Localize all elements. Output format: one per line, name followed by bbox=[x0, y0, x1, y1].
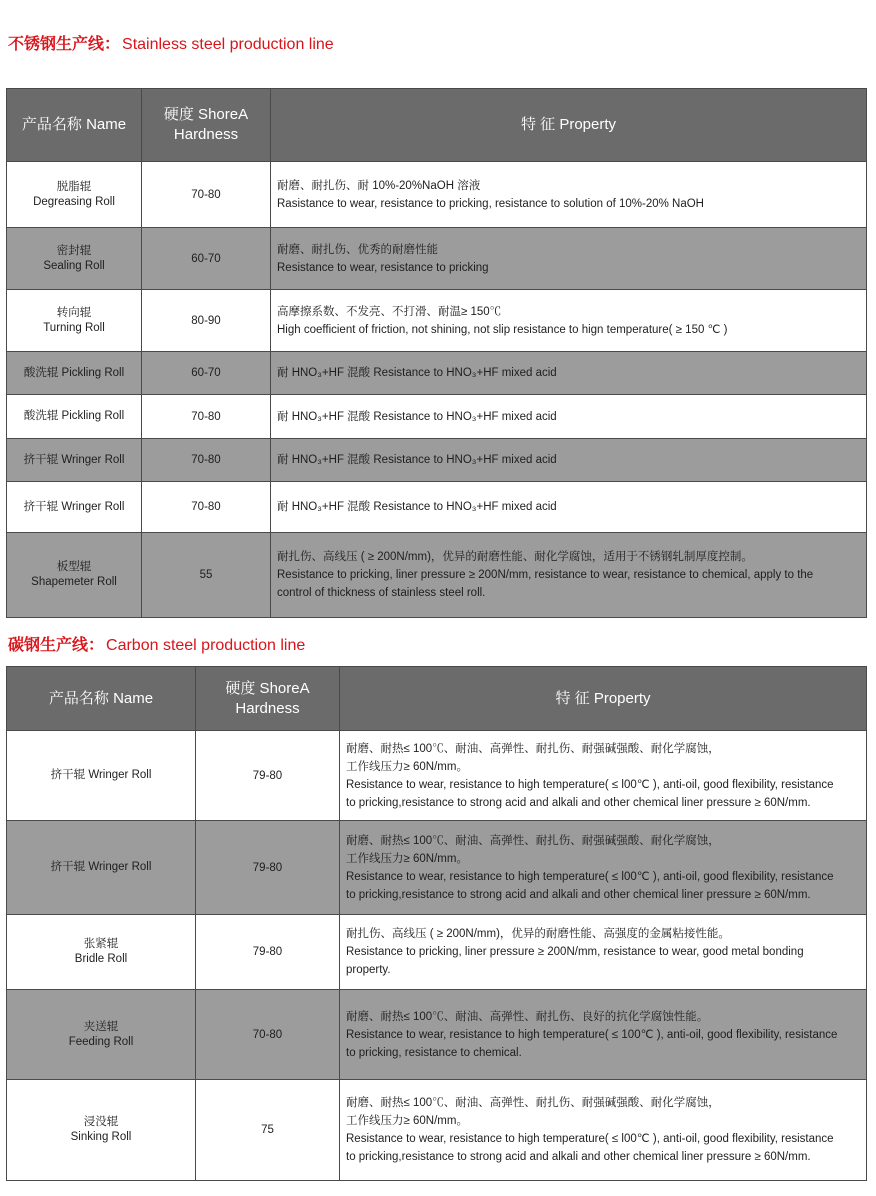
table-row bbox=[7, 1080, 867, 1181]
property-cell: 耐 HNO₃+HF 混酸 Resistance to HNO₃+HF mixed acid bbox=[271, 352, 867, 395]
property-zh: 耐磨、耐扎伤、耐 10%-20%NaOH 溶液 bbox=[277, 179, 481, 192]
table-row bbox=[7, 990, 867, 1080]
product-name-zh: 密封辊 bbox=[56, 244, 92, 257]
hardness-cell: 70-80 bbox=[142, 439, 271, 482]
product-name-cell: 挤干辊 Wringer Roll bbox=[7, 482, 142, 533]
property-line-1: 耐磨、耐热≤ 100℃、耐油、高弹性、耐扎伤、耐强碱强酸、耐化学腐蚀， bbox=[346, 834, 720, 847]
product-name-cell bbox=[7, 1080, 196, 1181]
hardness-cell: 79-80 bbox=[196, 915, 340, 990]
property-zh: 耐磨、耐扎伤、优秀的耐磨性能 bbox=[277, 243, 438, 256]
product-name-en: Sealing Roll bbox=[43, 259, 105, 272]
header-hardness-2: Hardness bbox=[235, 699, 300, 717]
carbon-header-row bbox=[7, 667, 867, 731]
product-name-en: Turning Roll bbox=[43, 321, 105, 334]
product-name-zh: 板型辊 bbox=[56, 561, 92, 573]
property-line-3: to pricking, resistance to chemical. bbox=[346, 1046, 522, 1059]
property-en: High coefficient of friction, not shining, not slip resistance to hign temperature( ≥ 150 ℃ ) bbox=[277, 323, 728, 336]
table-row bbox=[7, 290, 867, 352]
property-line-2: 工作线压力≥ 60N/mm。 bbox=[346, 852, 468, 865]
product-name-cell bbox=[7, 533, 142, 618]
hardness-cell: 55 bbox=[142, 533, 271, 618]
product-name-zh: 张紧辊 bbox=[83, 938, 119, 950]
product-name-zh: 浸没辊 bbox=[83, 1116, 119, 1128]
header-hardness-1: 硬度 ShoreA bbox=[225, 679, 310, 697]
header-name: 产品名称 Name bbox=[7, 667, 196, 731]
property-cell bbox=[340, 990, 867, 1080]
property-line-4: to pricking,resistance to strong acid and alkali and other chemical liner pressure ≥ 60N/mm. bbox=[346, 888, 811, 901]
table-row bbox=[7, 228, 867, 290]
product-name-en: Bridle Roll bbox=[74, 953, 128, 965]
table-row bbox=[7, 731, 867, 821]
header-hardness bbox=[196, 667, 340, 731]
product-name-cell: 挤干辊 Wringer Roll bbox=[7, 731, 196, 821]
hardness-cell: 60-70 bbox=[142, 228, 271, 290]
hardness-cell: 79-80 bbox=[196, 731, 340, 821]
property-line-4: to pricking,resistance to strong acid and alkali and other chemical liner pressure ≥ 60N/mm. bbox=[346, 1151, 811, 1163]
stainless-title-zh: 不锈钢生产线： bbox=[8, 34, 121, 53]
product-name-zh: 夹送辊 bbox=[83, 1020, 119, 1033]
property-cell: 耐 HNO₃+HF 混酸 Resistance to HNO₃+HF mixed acid bbox=[271, 439, 867, 482]
property-zh: 耐扎伤、高线压 ( ≥ 200N/mm)，优异的耐磨性能、耐化学腐蚀，适用于不锈钢轧制厚度控制。 bbox=[277, 551, 753, 563]
stainless-section-title bbox=[8, 34, 334, 55]
property-line-1: 耐磨、耐热≤ 100℃、耐油、高弹性、耐扎伤、耐强碱强酸、耐化学腐蚀， bbox=[346, 1097, 720, 1109]
product-name-en: Degreasing Roll bbox=[33, 195, 115, 208]
property-en: Rasistance to wear, resistance to pricking, resistance to solution of 10%-20% NaOH bbox=[277, 197, 704, 210]
carbon-table bbox=[6, 666, 867, 1181]
hardness-cell: 79-80 bbox=[196, 821, 340, 915]
product-name-cell bbox=[7, 290, 142, 352]
table-row bbox=[7, 915, 867, 990]
hardness-cell: 70-80 bbox=[142, 395, 271, 439]
property-line-3: Resistance to wear, resistance to high temperature( ≤ l00℃ ), anti-oil, good flexibility, resistance bbox=[346, 778, 834, 791]
stainless-title-en: Stainless steel production line bbox=[122, 36, 334, 53]
header-property: 特 征 Property bbox=[271, 89, 867, 162]
property-line-4: to pricking,resistance to strong acid and alkali and other chemical liner pressure ≥ 60N/mm. bbox=[346, 796, 811, 809]
table-row bbox=[7, 533, 867, 618]
property-line-3: property. bbox=[346, 964, 391, 976]
hardness-cell: 75 bbox=[196, 1080, 340, 1181]
product-name-cell: 挤干辊 Wringer Roll bbox=[7, 439, 142, 482]
property-cell bbox=[340, 731, 867, 821]
carbon-title-en: Carbon steel production line bbox=[106, 637, 306, 654]
hardness-cell: 70-80 bbox=[196, 990, 340, 1080]
header-property: 特 征 Property bbox=[340, 667, 867, 731]
product-name-cell bbox=[7, 228, 142, 290]
hardness-cell: 80-90 bbox=[142, 290, 271, 352]
property-en: Resistance to wear, resistance to pricking bbox=[277, 261, 489, 274]
product-name-en: Sinking Roll bbox=[70, 1131, 132, 1143]
header-hardness-2: Hardness bbox=[173, 126, 239, 143]
product-name-cell bbox=[7, 990, 196, 1080]
table-row bbox=[7, 395, 867, 439]
table-row bbox=[7, 439, 867, 482]
product-name-en: Feeding Roll bbox=[68, 1035, 134, 1048]
stainless-header-row bbox=[7, 89, 867, 162]
product-name-cell: 挤干辊 Wringer Roll bbox=[7, 821, 196, 915]
property-line-3: Resistance to wear, resistance to high temperature( ≤ l00℃ ), anti-oil, good flexibility, resistance bbox=[346, 1133, 834, 1145]
product-name-en: Shapemeter Roll bbox=[31, 576, 117, 588]
table-row bbox=[7, 482, 867, 533]
property-cell bbox=[340, 1080, 867, 1181]
table-row bbox=[7, 821, 867, 915]
property-line-2: 工作线压力≥ 60N/mm。 bbox=[346, 760, 468, 773]
property-zh: 高摩擦系数、不发亮、不打滑、耐温≥ 150℃ bbox=[277, 305, 502, 318]
product-name-cell: 酸洗辊 Pickling Roll bbox=[7, 395, 142, 439]
property-cell bbox=[271, 228, 867, 290]
property-en-2: control of thickness of stainless steel roll. bbox=[277, 587, 486, 599]
property-cell bbox=[271, 290, 867, 352]
property-line-1: 耐扎伤、高线压 ( ≥ 200N/mm)，优异的耐磨性能、高强度的金属粘接性能。 bbox=[346, 928, 730, 940]
carbon-section-title bbox=[8, 635, 305, 656]
product-name-zh: 转向辊 bbox=[56, 306, 92, 319]
property-cell bbox=[271, 162, 867, 228]
product-name-cell: 酸洗辊 Pickling Roll bbox=[7, 352, 142, 395]
header-hardness bbox=[142, 89, 271, 162]
property-cell bbox=[340, 821, 867, 915]
property-en-1: Resistance to pricking, liner pressure ≥ 200N/mm, resistance to wear, resistance to chemical, apply to the bbox=[277, 569, 814, 581]
property-line-2: 工作线压力≥ 60N/mm。 bbox=[346, 1115, 468, 1127]
stainless-table bbox=[6, 88, 867, 618]
property-line-3: Resistance to wear, resistance to high temperature( ≤ l00℃ ), anti-oil, good flexibility, resistance bbox=[346, 870, 834, 883]
property-line-2: Resistance to wear, resistance to high temperature( ≤ 100℃ ), anti-oil, good flexibility, resistance bbox=[346, 1028, 838, 1041]
property-cell bbox=[340, 915, 867, 990]
product-name-cell bbox=[7, 915, 196, 990]
header-name: 产品名称 Name bbox=[7, 89, 142, 162]
product-name-zh: 脱脂辊 bbox=[56, 180, 92, 193]
property-line-2: Resistance to pricking, liner pressure ≥ 200N/mm, resistance to wear, good metal bonding bbox=[346, 946, 804, 958]
hardness-cell: 70-80 bbox=[142, 482, 271, 533]
hardness-cell: 70-80 bbox=[142, 162, 271, 228]
table-row bbox=[7, 352, 867, 395]
property-cell bbox=[271, 533, 867, 618]
product-name-cell bbox=[7, 162, 142, 228]
table-row bbox=[7, 162, 867, 228]
property-cell: 耐 HNO₃+HF 混酸 Resistance to HNO₃+HF mixed acid bbox=[271, 395, 867, 439]
property-line-1: 耐磨、耐热≤ 100℃、耐油、高弹性、耐扎伤、良好的抗化学腐蚀性能。 bbox=[346, 1010, 709, 1023]
property-line-1: 耐磨、耐热≤ 100℃、耐油、高弹性、耐扎伤、耐强碱强酸、耐化学腐蚀， bbox=[346, 742, 720, 755]
header-hardness-1: 硬度 ShoreA bbox=[163, 106, 249, 123]
carbon-title-zh: 碳钢生产线： bbox=[8, 635, 105, 654]
hardness-cell: 60-70 bbox=[142, 352, 271, 395]
property-cell: 耐 HNO₃+HF 混酸 Resistance to HNO₃+HF mixed acid bbox=[271, 482, 867, 533]
